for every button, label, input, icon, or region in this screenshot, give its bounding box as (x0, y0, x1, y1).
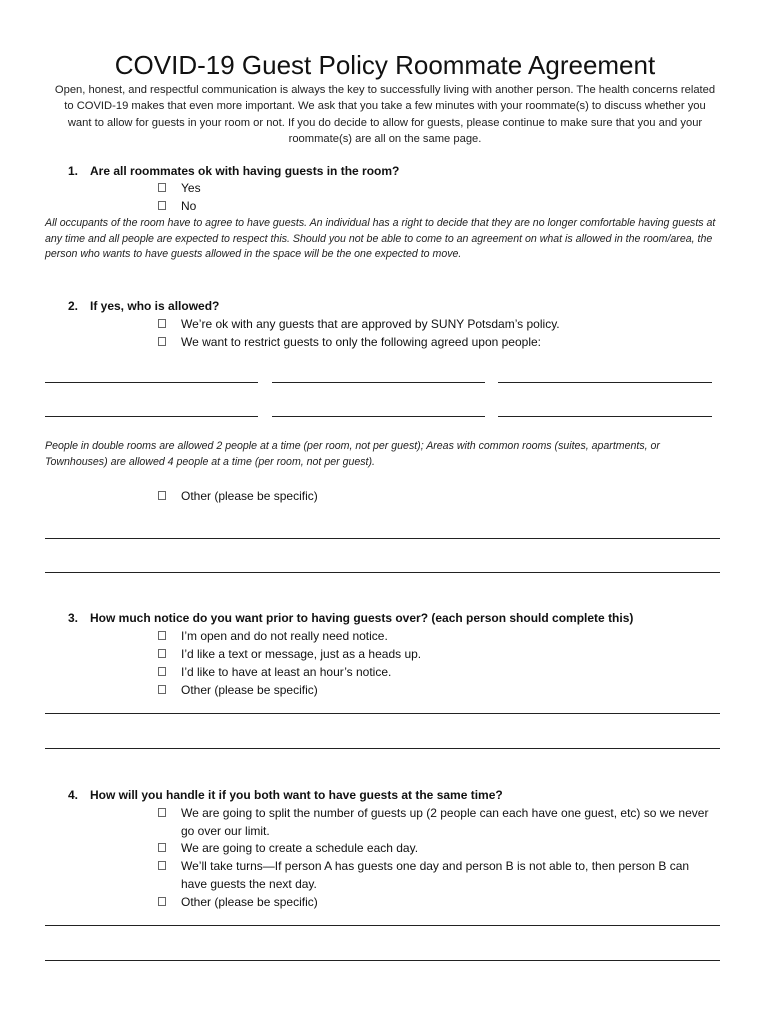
q2-option-restrict-guests[interactable] (158, 334, 718, 352)
option-label: We are going to split the number of guests up (2 people can each have one guest, etc) so we never go over our limit. (181, 806, 709, 838)
page-title: COVID-19 Guest Policy Roommate Agreement (114, 50, 656, 80)
answer-line[interactable] (45, 960, 720, 961)
option-label: Yes (181, 181, 201, 195)
question-3 (68, 610, 633, 626)
guest-name-line[interactable] (45, 382, 258, 383)
option-label: I’d like to have at least an hour’s notice. (181, 665, 392, 679)
question-1 (68, 163, 399, 179)
q3-option-text-message[interactable] (158, 646, 718, 664)
question-3-text: How much notice do you want prior to having guests over? (each person should complete this) (90, 611, 634, 625)
answer-line[interactable] (45, 572, 720, 573)
question-2-number: 2. (68, 299, 79, 313)
question-4 (68, 787, 503, 803)
checkbox[interactable] (158, 319, 166, 328)
checkbox[interactable] (158, 843, 166, 852)
checkbox[interactable] (158, 808, 166, 817)
q1-note: All occupants of the room have to agree to have guests. An individual has a right to decide that they are no longer comfortable having guests at any time and all people are expected to respect this. Should you not be able to come to an agreement on what is allowed in the room/area, the person who wants to have guests allowed in the space will be the one expected to move. (45, 217, 716, 261)
q1-option-no[interactable] (158, 198, 718, 216)
question-4-text: How will you handle it if you both want to have guests at the same time? (90, 788, 503, 802)
checkbox[interactable] (158, 861, 166, 870)
q2-option-other[interactable] (158, 488, 718, 506)
answer-line[interactable] (45, 748, 720, 749)
option-label: We want to restrict guests to only the following agreed upon people: (181, 335, 541, 349)
checkbox[interactable] (158, 685, 166, 694)
option-label: Other (please be specific) (181, 683, 318, 697)
option-label: We’ll take turns—If person A has guests one day and person B is not able to, then person B can have guests the next day. (181, 859, 690, 891)
q4-option-other[interactable] (158, 894, 718, 912)
option-label: Other (please be specific) (181, 895, 318, 909)
checkbox[interactable] (158, 201, 166, 210)
q4-option-split-guests[interactable] (158, 805, 718, 840)
option-label: I’m open and do not really need notice. (181, 629, 388, 643)
question-1-text: Are all roommates ok with having guests in the room? (90, 164, 400, 178)
answer-line[interactable] (45, 538, 720, 539)
question-1-number: 1. (68, 164, 79, 178)
checkbox[interactable] (158, 667, 166, 676)
checkbox[interactable] (158, 631, 166, 640)
question-2 (68, 298, 219, 314)
guest-name-line[interactable] (498, 416, 712, 417)
option-label: We’re ok with any guests that are approved by SUNY Potsdam’s policy. (181, 317, 560, 331)
checkbox[interactable] (158, 649, 166, 658)
intro-paragraph: Open, honest, and respectful communication is always the key to successfully living with another person. The health concerns related to COVID-19 makes that even more important. We ask that you take a few minutes with your roommate(s) to discuss whether you want to allow for guests in your room or not. If you do decide to allow for guests, please continue to make sure that you and your roommate(s) are all on the same page. (54, 84, 716, 146)
guest-name-line[interactable] (45, 416, 258, 417)
q2-option-any-guests[interactable] (158, 316, 718, 334)
answer-line[interactable] (45, 713, 720, 714)
guest-name-line[interactable] (272, 382, 485, 383)
guest-name-line[interactable] (498, 382, 712, 383)
answer-line[interactable] (45, 925, 720, 926)
checkbox[interactable] (158, 183, 166, 192)
question-3-number: 3. (68, 611, 79, 625)
checkbox[interactable] (158, 491, 166, 500)
question-4-number: 4. (68, 788, 79, 802)
option-label: We are going to create a schedule each day. (181, 841, 419, 855)
option-label: Other (please be specific) (181, 489, 318, 503)
q3-option-hour-notice[interactable] (158, 664, 718, 682)
q4-option-schedule[interactable] (158, 840, 718, 858)
q1-option-yes[interactable] (158, 180, 718, 198)
checkbox[interactable] (158, 897, 166, 906)
question-2-text: If yes, who is allowed? (90, 299, 220, 313)
q3-option-other[interactable] (158, 682, 718, 700)
option-label: No (181, 199, 197, 213)
checkbox[interactable] (158, 337, 166, 346)
option-label: I’d like a text or message, just as a heads up. (181, 647, 422, 661)
q2-note: People in double rooms are allowed 2 people at a time (per room, not per guest); Areas with common rooms (suites, apartments, or Townhouses) are allowed 4 people at a time (per room, not per guest). (45, 440, 660, 468)
guest-name-line[interactable] (272, 416, 485, 417)
q4-option-take-turns[interactable] (158, 858, 718, 893)
q3-option-no-notice[interactable] (158, 628, 718, 646)
